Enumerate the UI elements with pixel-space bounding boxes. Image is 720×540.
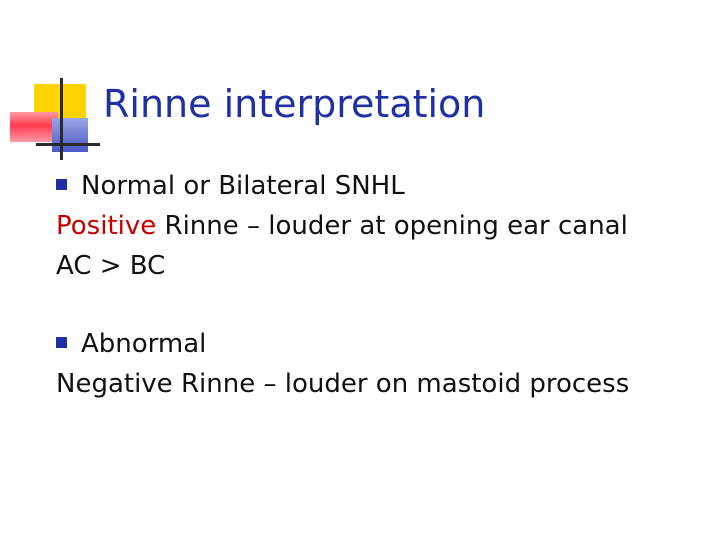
logo-horizontal-line: [36, 143, 100, 146]
bullet-item-abnormal: [56, 324, 706, 364]
positive-rinne-text: Rinne – louder at opening ear canal: [156, 211, 628, 241]
logo-blue-square: [52, 118, 88, 152]
logo-red-square: [10, 112, 58, 142]
negative-rinne-text: Negative Rinne – louder on mastoid process: [56, 369, 630, 399]
sub-line-negative-rinne: [56, 364, 706, 404]
bullet-heading: Normal or Bilateral SNHL: [81, 171, 405, 201]
spacer: [56, 286, 706, 324]
ac-bc-text: AC > BC: [56, 251, 166, 281]
slide-logo-icon: [0, 0, 100, 170]
positive-highlight: Positive: [56, 211, 157, 241]
logo-vertical-line: [60, 78, 63, 160]
slide-content: [56, 166, 706, 404]
square-bullet-icon: [56, 179, 67, 190]
square-bullet-icon: [56, 337, 67, 348]
bullet-item-normal: [56, 166, 706, 206]
slide-title: Rinne interpretation: [103, 82, 486, 126]
bullet-heading: Abnormal: [81, 329, 207, 359]
sub-line-positive-rinne: [56, 206, 706, 246]
sub-line-ac-bc: [56, 246, 706, 286]
